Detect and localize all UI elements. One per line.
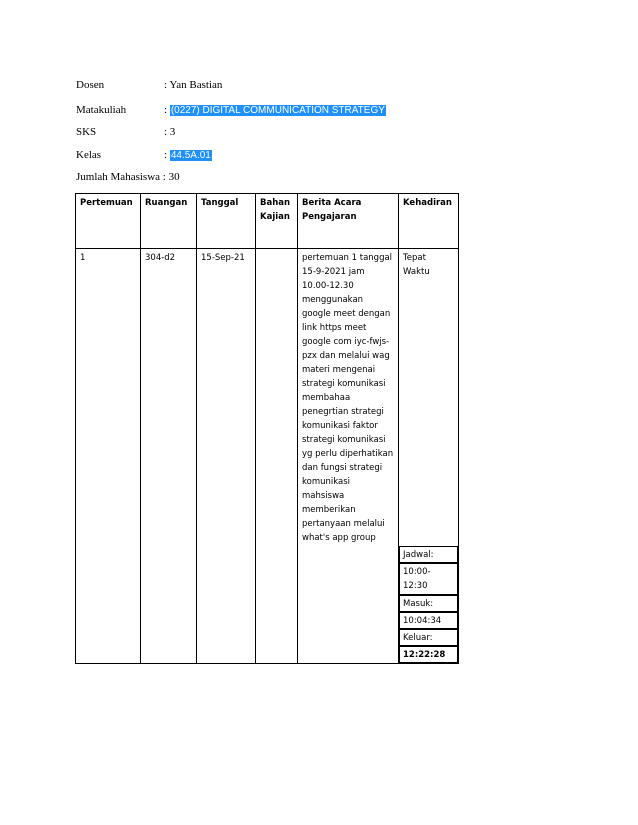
cell-tanggal: 15-Sep-21 bbox=[197, 249, 256, 664]
col-berita-acara: Berita Acara Pengajaran bbox=[298, 194, 399, 249]
dosen-value: : Yan Bastian bbox=[164, 79, 223, 91]
jumlah-mahasiswa: Jumlah Mahasiswa : 30 bbox=[76, 171, 180, 183]
cell-pertemuan: 1 bbox=[76, 249, 141, 664]
matakuliah-prefix: : bbox=[164, 104, 170, 116]
cell-ruangan: 304-d2 bbox=[141, 249, 197, 664]
table-row bbox=[76, 249, 459, 664]
keluar-label: Keluar: bbox=[399, 629, 458, 646]
table-header-row bbox=[76, 194, 459, 249]
matakuliah-label: Matakuliah bbox=[76, 104, 127, 116]
col-kehadiran: Kehadiran bbox=[399, 194, 459, 249]
attendance-table bbox=[75, 193, 459, 664]
masuk-label: Masuk: bbox=[399, 595, 458, 612]
col-pertemuan: Pertemuan bbox=[76, 194, 141, 249]
cell-kehadiran bbox=[399, 249, 459, 664]
sks-row bbox=[76, 126, 175, 139]
kehadiran-status: Tepat Waktu bbox=[403, 253, 430, 277]
kehadiran-stack bbox=[399, 249, 458, 663]
cell-bahan-kajian bbox=[256, 249, 298, 664]
sks-value: : 3 bbox=[164, 126, 176, 138]
kelas-prefix: : bbox=[164, 149, 170, 161]
jadwal-label: Jadwal: bbox=[399, 546, 458, 563]
matakuliah-row bbox=[76, 104, 386, 117]
col-ruangan: Ruangan bbox=[141, 194, 197, 249]
col-bahan-kajian: Bahan Kajian bbox=[256, 194, 298, 249]
matakuliah-value: (0227) DIGITAL COMMUNICATION STRATEGY bbox=[170, 105, 385, 116]
keluar-value: 12:22:28 bbox=[399, 646, 458, 663]
dosen-label: Dosen bbox=[76, 79, 105, 91]
kelas-value: 44.5A.01 bbox=[170, 150, 211, 161]
kelas-label: Kelas bbox=[76, 149, 102, 161]
jadwal-value: 10:00-12:30 bbox=[399, 563, 458, 595]
dosen-row bbox=[76, 79, 222, 92]
sks-label: SKS bbox=[76, 126, 97, 138]
kelas-row bbox=[76, 149, 212, 162]
masuk-value: 10:04:34 bbox=[399, 612, 458, 629]
cell-berita-acara: pertemuan 1 tanggal 15-9-2021 jam 10.00-12.30 menggunakan google meet dengan link https meet google com iyc-fwjs-pzx dan melalui wag materi mengenai strategi komunikasi membahaa penegrtian strategi komunikasi faktor strategi komunikasi yg perlu diperhatikan dan fungsi strategi komunikasi mahsiswa memberikan pertanyaan melalui what's app group bbox=[298, 249, 399, 664]
col-tanggal: Tanggal bbox=[197, 194, 256, 249]
